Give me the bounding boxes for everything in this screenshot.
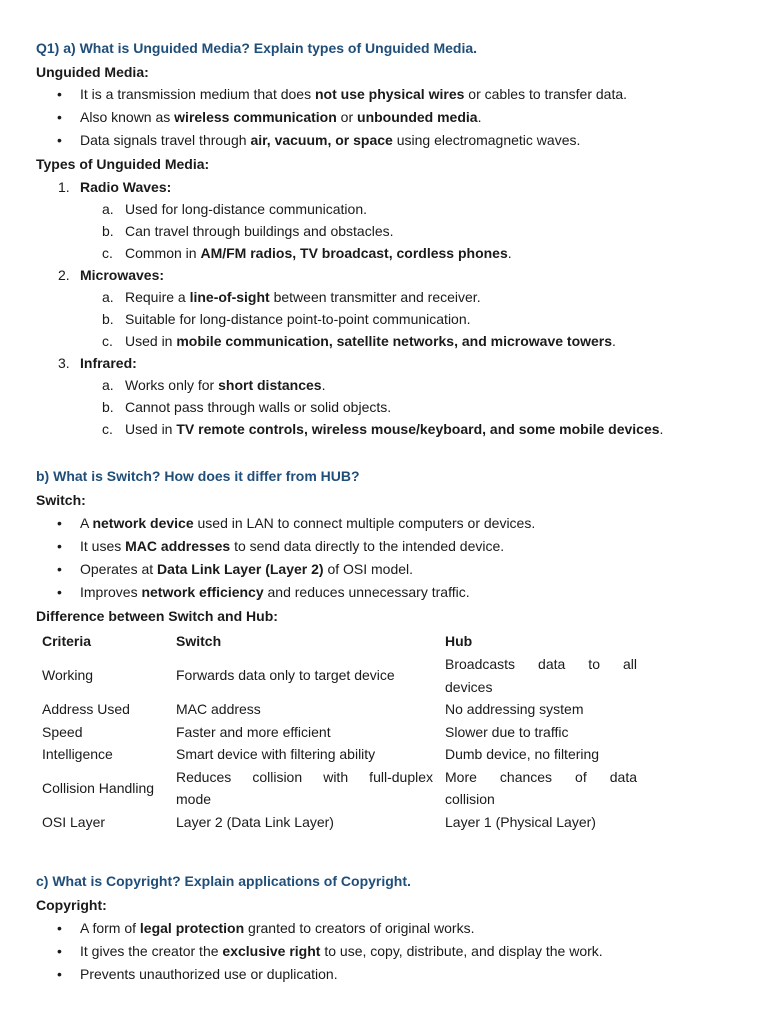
list-item: • A network device used in LAN to connect multiple computers or devices. [0,512,748,535]
list-item: c. Used in TV remote controls, wireless mouse/keyboard, and some mobile devices. [102,421,664,437]
table-cell: Layer 2 (Data Link Layer) [176,813,334,830]
type-radio-waves: 1. Radio Waves: [58,179,172,195]
table-row [36,653,637,698]
table-row [36,743,637,766]
list-item: b. Can travel through buildings and obstacles. [102,223,394,239]
table-cell: MAC address [176,701,261,717]
list-item: • It gives the creator the exclusive right to use, copy, distribute, and display the work. [0,940,748,963]
table-cell: Dumb device, no filtering [445,746,600,762]
list-item: • A form of legal protection granted to creators of original works. [0,917,748,940]
table-row [36,811,637,834]
table-cell: Faster and more efficient [176,723,331,740]
table-header-row [36,629,637,653]
type-microwaves: 2. Microwaves: [58,267,165,283]
table-cell: No addressing system [445,701,584,717]
q1-heading: Q1) a) What is Unguided Media? Explain types of Unguided Media. [36,40,478,56]
list-item: a. Used for long-distance communication. [102,201,368,217]
list-item: c. Used in mobile communication, satellite networks, and microwave towers. [102,333,616,349]
switch-bullets [0,512,748,604]
list-item: • Data signals travel through air, vacuum, or space using electromagnetic waves. [0,129,748,152]
list-item: • It uses MAC addresses to send data directly to the intended device. [0,535,748,558]
header-switch: Switch [176,633,222,649]
unguided-media-bullets [0,83,748,152]
table-cell: Layer 1 (Physical Layer) [445,813,596,830]
list-item: • Operates at Data Link Layer (Layer 2) of OSI model. [0,558,748,581]
table-cell: More chances of data collision [445,768,637,807]
table-cell: Collision Handling [42,779,155,796]
unguided-media-title: Unguided Media: [36,64,149,80]
table-row [36,766,637,811]
table-cell: Speed [42,723,83,740]
types-title: Types of Unguided Media: [36,156,210,172]
list-item: • Prevents unauthorized use or duplication. [0,963,748,986]
table-cell: Slower due to traffic [445,723,569,740]
difference-title: Difference between Switch and Hub: [36,608,278,624]
table-cell: Forwards data only to target device [176,667,395,684]
list-item: • It is a transmission medium that does not use physical wires or cables to transfer data. [0,83,748,106]
table-row [36,721,637,744]
table-cell: Reduces collision with full-duplex mode [176,768,433,807]
table-cell: Broadcasts data to all devices [445,656,637,695]
switch-title: Switch: [36,492,86,508]
table-cell: Intelligence [42,746,113,762]
table-cell: Smart device with filtering ability [176,746,376,762]
list-item: c. Common in AM/FM radios, TV broadcast, cordless phones. [102,245,512,261]
copyright-bullets [0,917,748,986]
qc-heading: c) What is Copyright? Explain applications of Copyright. [36,873,411,889]
copyright-title: Copyright: [36,897,107,913]
table-cell: OSI Layer [42,813,106,830]
list-item: a. Works only for short distances. [102,377,326,393]
header-hub: Hub [445,633,473,649]
header-criteria: Criteria [42,633,92,649]
switch-hub-table [36,629,637,833]
table-cell: Address Used [42,701,130,717]
list-item: b. Cannot pass through walls or solid objects. [102,399,392,415]
list-item: a. Require a line-of-sight between transmitter and receiver. [102,289,481,305]
section-unguided-media [36,36,748,84]
table-row [36,698,637,721]
types-list [0,176,748,440]
list-item: • Also known as wireless communication or unbounded media. [0,106,748,129]
table-cell: Working [42,667,94,684]
type-infrared: 3. Infrared: [58,355,137,371]
list-item: • Improves network efficiency and reduces unnecessary traffic. [0,581,748,604]
list-item: b. Suitable for long-distance point-to-point communication. [102,311,471,327]
qb-heading: b) What is Switch? How does it differ from HUB? [36,468,360,484]
